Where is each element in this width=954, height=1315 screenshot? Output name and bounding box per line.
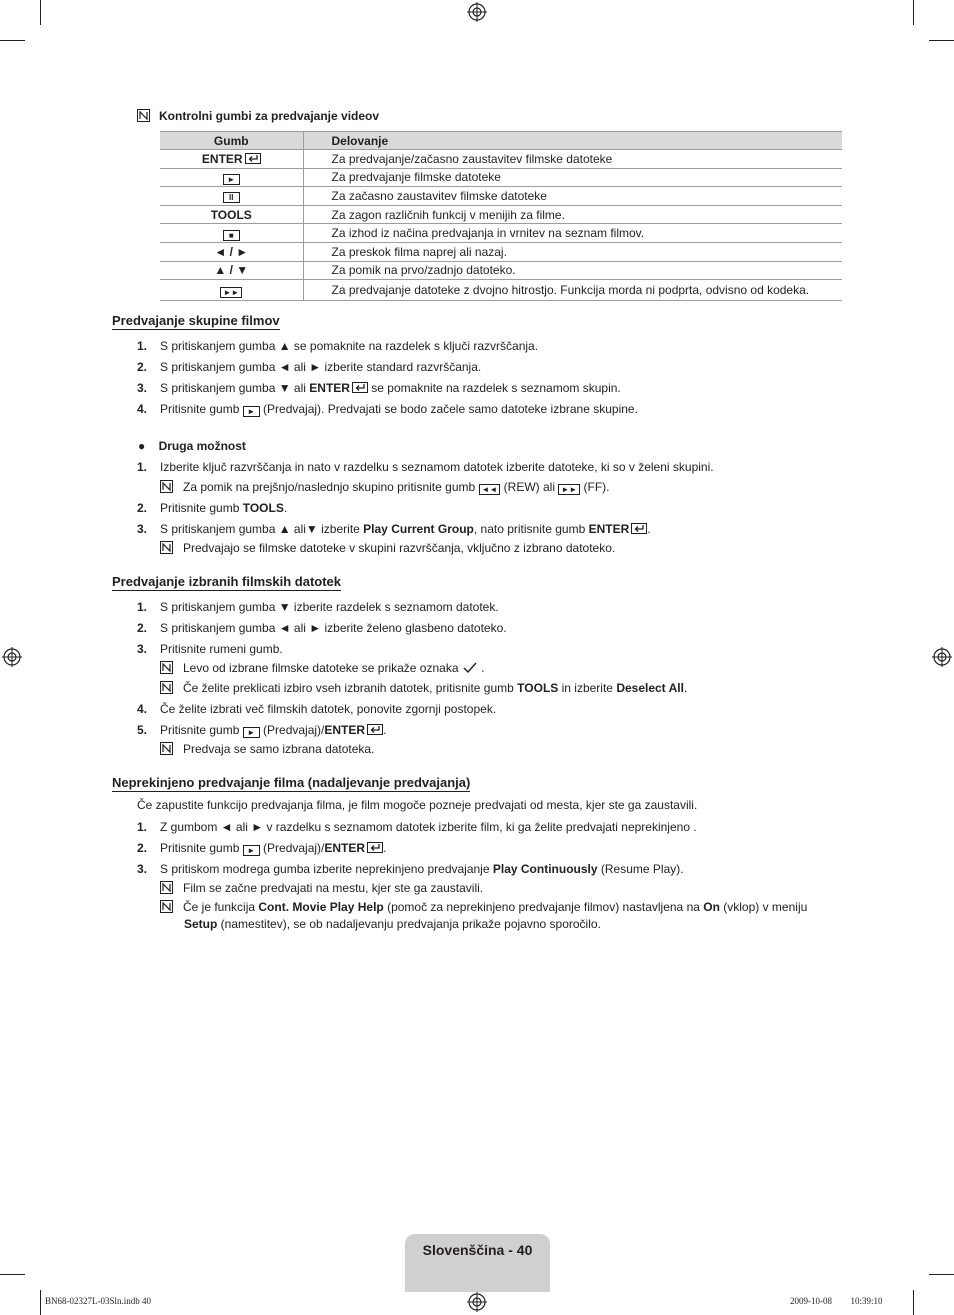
- step-number: 3.: [137, 522, 148, 536]
- control-buttons-table: [160, 131, 842, 301]
- note: Če je funkcija Cont. Movie Play Help (pomoč za neprekinjeno predvajanje filmov) nastavljena na On (vklop) v meniju: [160, 900, 807, 914]
- table-row: [160, 168, 842, 187]
- step-number: 3.: [137, 642, 148, 656]
- registration-mark-icon: [932, 647, 952, 667]
- note-continuation: Setup (namestitev), se ob nadaljevanju predvajanja prikaže pojavno sporočilo.: [184, 917, 601, 931]
- table-title: [137, 109, 379, 123]
- step-number: 2.: [137, 621, 148, 635]
- note-icon: [160, 742, 173, 755]
- table-row: [160, 187, 842, 206]
- note-icon: [160, 541, 173, 554]
- button-action: Za začasno zaustavitev filmske datoteke: [303, 187, 842, 206]
- button-action: Za pomik na prvo/zadnjo datoteko.: [303, 261, 842, 280]
- step-number: 2.: [137, 841, 148, 855]
- bullet-item: ● Druga možnost: [138, 439, 246, 453]
- step-number: 2.: [137, 360, 148, 374]
- header-button: Gumb: [160, 132, 303, 150]
- button-name: ▲ / ▼: [160, 261, 303, 280]
- note-icon: [160, 480, 173, 493]
- step-text: S pritiskanjem gumba ◄ ali ► izberite standard razvrščanja.: [160, 360, 482, 374]
- step-text: S pritiskanjem gumba ▼ ali ENTER se pomaknite na razdelek s seznamom skupin.: [160, 381, 621, 395]
- note: Če želite preklicati izbiro vseh izbranih datotek, pritisnite gumb TOOLS in izberite Deselect All.: [160, 681, 687, 695]
- step-number: 5.: [137, 723, 148, 737]
- step-text: Pritisnite gumb TOOLS.: [160, 501, 288, 515]
- stop-icon: ■: [223, 230, 240, 241]
- step-number: 4.: [137, 402, 148, 416]
- step-text: Pritisnite gumb ► (Predvajaj). Predvajati se bodo začele samo datoteke izbrane skupine.: [160, 402, 638, 416]
- step-text: Pritisnite gumb ► (Predvajaj)/ENTER .: [160, 841, 387, 855]
- crop-mark: [929, 40, 954, 41]
- pause-icon: II: [223, 192, 240, 203]
- step-number: 1.: [137, 460, 148, 474]
- page-number-label: Slovenščina - 40: [422, 1242, 533, 1258]
- ff-icon: ►►: [558, 484, 580, 495]
- step-number: 3.: [137, 381, 148, 395]
- table-title-text: Kontrolni gumbi za predvajanje videov: [159, 109, 380, 123]
- button-name: TOOLS: [160, 205, 303, 224]
- step-text: S pritiskanjem gumba ▲ ali▼ izberite Play Current Group, nato pritisnite gumb ENTER .: [160, 522, 651, 536]
- button-name: ◄ / ►: [160, 242, 303, 261]
- step-text: Pritisnite gumb ► (Predvajaj)/ENTER .: [160, 723, 387, 737]
- table-row: [160, 280, 842, 301]
- step-number: 4.: [137, 702, 148, 716]
- step-text: Z gumbom ◄ ali ► v razdelku s seznamom datotek izberite film, ki ga želite predvajati neprekinjeno .: [160, 820, 697, 834]
- step-number: 3.: [137, 862, 148, 876]
- button-action: Za zagon različnih funkcij v menijih za filme.: [303, 205, 842, 224]
- crop-mark: [913, 1290, 914, 1315]
- button-action: Za predvajanje datoteke z dvojno hitrostjo. Funkcija morda ni podprta, odvisno od kodeka.: [303, 280, 842, 301]
- step-text: Če želite izbrati več filmskih datotek, ponovite zgornji postopek.: [160, 702, 497, 716]
- crop-mark: [929, 1274, 954, 1275]
- step-text: S pritiskanjem gumba ◄ ali ► izberite želeno glasbeno datoteko.: [160, 621, 507, 635]
- enter-icon: [245, 153, 261, 164]
- section-heading: Predvajanje izbranih filmskih datotek: [112, 574, 342, 589]
- note: Levo od izbrane filmske datoteke se prikaže oznaka .: [160, 661, 485, 675]
- table-row: [160, 150, 842, 169]
- step-number: 1.: [137, 820, 148, 834]
- enter-icon: [367, 842, 383, 853]
- note-icon: [160, 661, 173, 674]
- note-icon: [160, 900, 173, 913]
- crop-mark: [913, 0, 914, 25]
- registration-mark-icon: [467, 2, 487, 22]
- note: Za pomik na prejšnjo/naslednjo skupino pritisnite gumb ◄◄ (REW) ali ►► (FF).: [160, 480, 610, 495]
- note: Predvaja se samo izbrana datoteka.: [160, 742, 374, 756]
- step-number: 2.: [137, 501, 148, 515]
- note: Film se začne predvajati na mestu, kjer ste ga zaustavili.: [160, 881, 483, 895]
- crop-mark: [40, 0, 41, 25]
- step-text: S pritiskanjem gumba ▼ izberite razdelek s seznamom datotek.: [160, 600, 499, 614]
- rew-icon: ◄◄: [479, 484, 501, 495]
- print-slug-file: BN68-02327L-03Sln.indb 40: [45, 1296, 152, 1306]
- ff-icon: ►►: [220, 287, 242, 298]
- table-header-row: [160, 132, 842, 150]
- step-text: Pritisnite rumeni gumb.: [160, 642, 283, 656]
- table-row: [160, 224, 842, 243]
- note-icon: [160, 881, 173, 894]
- step-number: 1.: [137, 339, 148, 353]
- button-action: Za preskok filma naprej ali nazaj.: [303, 242, 842, 261]
- table-row: [160, 261, 842, 280]
- play-icon: ►: [243, 727, 260, 738]
- crop-mark: [0, 40, 25, 41]
- note: Predvajajo se filmske datoteke v skupini razvrščanja, vključno z izbrano datoteko.: [160, 541, 615, 555]
- button-name: ENTER: [201, 151, 243, 166]
- section-heading: Neprekinjeno predvajanje filma (nadaljevanje predvajanja): [112, 775, 471, 790]
- registration-mark-icon: [467, 1292, 487, 1312]
- step-text: S pritiskom modrega gumba izberite neprekinjeno predvajanje Play Continuously (Resume Play).: [160, 862, 684, 876]
- registration-mark-icon: [2, 647, 22, 667]
- header-action: Delovanje: [303, 132, 842, 150]
- crop-mark: [0, 1274, 25, 1275]
- table-row: [160, 242, 842, 261]
- checkmark-icon: [462, 662, 478, 674]
- play-icon: ►: [243, 845, 260, 856]
- button-action: Za predvajanje filmske datoteke: [303, 168, 842, 187]
- section-heading: Predvajanje skupine filmov: [112, 313, 280, 328]
- play-icon: ►: [223, 174, 240, 185]
- enter-icon: [367, 724, 383, 735]
- button-action: Za izhod iz načina predvajanja in vrnitev na seznam filmov.: [303, 224, 842, 243]
- enter-icon: [631, 523, 647, 534]
- note-icon: [137, 109, 150, 122]
- play-icon: ►: [243, 406, 260, 417]
- note-icon: [160, 681, 173, 694]
- table-row: [160, 205, 842, 224]
- crop-mark: [40, 1290, 41, 1315]
- step-text: S pritiskanjem gumba ▲ se pomaknite na razdelek s ključi razvrščanja.: [160, 339, 539, 353]
- enter-icon: [352, 382, 368, 393]
- intro-text: Če zapustite funkcijo predvajanja filma, je film mogoče pozneje predvajati od mesta, kjer ste ga zaustavili.: [137, 798, 698, 812]
- print-slug-date: 2009-10-08 ￿￿ 10:39:10: [790, 1296, 883, 1306]
- step-text: Izberite ključ razvrščanja in nato v razdelku s seznamom datotek izberite datoteke, ki so v želeni skupini.: [160, 460, 714, 474]
- step-number: 1.: [137, 600, 148, 614]
- button-action: Za predvajanje/začasno zaustavitev filmske datoteke: [303, 150, 842, 169]
